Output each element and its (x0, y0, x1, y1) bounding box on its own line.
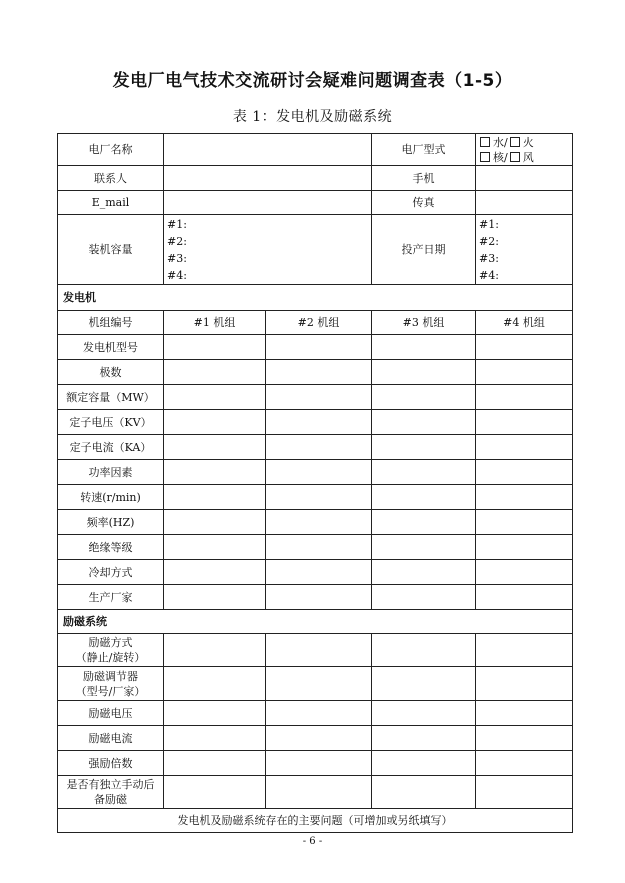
generator-row-label: 绝缘等级 (58, 535, 164, 560)
generator-unit-4-cell[interactable] (476, 535, 573, 560)
excitation-unit-4-cell[interactable] (476, 776, 573, 809)
phone-field[interactable] (476, 166, 573, 191)
excitation-unit-3-cell[interactable] (372, 701, 476, 726)
unit-1-header: #1 机组 (164, 311, 266, 335)
excitation-row (58, 701, 573, 726)
thermal-checkbox[interactable] (510, 137, 520, 147)
generator-unit-1-cell[interactable] (164, 435, 266, 460)
unit-4-header: #4 机组 (476, 311, 573, 335)
generator-unit-1-cell[interactable] (164, 535, 266, 560)
generator-unit-4-cell[interactable] (476, 335, 573, 360)
unit-3-header: #3 机组 (372, 311, 476, 335)
generator-row (58, 335, 573, 360)
excitation-unit-2-cell[interactable] (266, 634, 372, 667)
contact-label: 联系人 (58, 166, 164, 191)
excitation-unit-2-cell[interactable] (266, 726, 372, 751)
generator-row (58, 485, 573, 510)
generator-unit-1-cell[interactable] (164, 585, 266, 610)
generator-unit-3-cell[interactable] (372, 585, 476, 610)
generator-row (58, 510, 573, 535)
excitation-unit-3-cell[interactable] (372, 726, 476, 751)
generator-row (58, 410, 573, 435)
generator-unit-4-cell[interactable] (476, 585, 573, 610)
generator-unit-4-cell[interactable] (476, 360, 573, 385)
generator-unit-1-cell[interactable] (164, 460, 266, 485)
excitation-row-label: 励磁电压 (58, 701, 164, 726)
excitation-unit-3-cell[interactable] (372, 634, 476, 667)
unit-number-label: 机组编号 (58, 311, 164, 335)
generator-row-label: 定子电流（KA） (58, 435, 164, 460)
generator-unit-4-cell[interactable] (476, 460, 573, 485)
generator-unit-2-cell[interactable] (266, 360, 372, 385)
capacity-field[interactable]: #1: #2: #3: #4: (164, 215, 372, 285)
excitation-unit-1-cell[interactable] (164, 634, 266, 667)
generator-unit-2-cell[interactable] (266, 585, 372, 610)
generator-unit-2-cell[interactable] (266, 410, 372, 435)
generator-row-label: 生产厂家 (58, 585, 164, 610)
generator-unit-1-cell[interactable] (164, 485, 266, 510)
excitation-row (58, 667, 573, 701)
generator-row-label: 额定容量（MW） (58, 385, 164, 410)
generator-unit-1-cell[interactable] (164, 360, 266, 385)
email-field[interactable] (164, 191, 372, 215)
commissioning-date-field[interactable]: #1: #2: #3: #4: (476, 215, 573, 285)
hydro-checkbox[interactable] (480, 137, 490, 147)
generator-row-label: 极数 (58, 360, 164, 385)
excitation-unit-3-cell[interactable] (372, 667, 476, 701)
capacity-label: 装机容量 (58, 215, 164, 285)
generator-unit-4-cell[interactable] (476, 410, 573, 435)
generator-unit-4-cell[interactable] (476, 485, 573, 510)
generator-unit-2-cell[interactable] (266, 485, 372, 510)
excitation-unit-2-cell[interactable] (266, 667, 372, 701)
generator-unit-3-cell[interactable] (372, 385, 476, 410)
excitation-unit-4-cell[interactable] (476, 701, 573, 726)
nuclear-checkbox[interactable] (480, 152, 490, 162)
excitation-unit-1-cell[interactable] (164, 667, 266, 701)
survey-form-table (57, 133, 573, 833)
excitation-unit-4-cell[interactable] (476, 667, 573, 701)
generator-row (58, 435, 573, 460)
phone-label: 手机 (372, 166, 476, 191)
excitation-unit-2-cell[interactable] (266, 751, 372, 776)
excitation-row-label: 是否有独立手动后 备励磁 (58, 776, 164, 809)
generator-unit-2-cell[interactable] (266, 560, 372, 585)
wind-checkbox[interactable] (510, 152, 520, 162)
excitation-unit-1-cell[interactable] (164, 751, 266, 776)
generator-unit-3-cell[interactable] (372, 510, 476, 535)
generator-row (58, 385, 573, 410)
excitation-row (58, 776, 573, 809)
page-number: - 6 - (302, 836, 323, 847)
generator-unit-1-cell[interactable] (164, 560, 266, 585)
excitation-unit-3-cell[interactable] (372, 776, 476, 809)
generator-row (58, 460, 573, 485)
excitation-row-label: 励磁调节器 （型号/厂家） (58, 667, 164, 701)
excitation-unit-1-cell[interactable] (164, 701, 266, 726)
generator-unit-2-cell[interactable] (266, 460, 372, 485)
excitation-unit-2-cell[interactable] (266, 776, 372, 809)
excitation-row-label: 励磁方式 （静止/旋转） (58, 634, 164, 667)
generator-unit-3-cell[interactable] (372, 460, 476, 485)
commissioning-date-label: 投产日期 (372, 215, 476, 285)
generator-unit-2-cell[interactable] (266, 335, 372, 360)
generator-row (58, 535, 573, 560)
generator-section-heading: 发电机 (58, 285, 573, 311)
contact-field[interactable] (164, 166, 372, 191)
fax-label: 传真 (372, 191, 476, 215)
generator-row-label: 发电机型号 (58, 335, 164, 360)
generator-unit-3-cell[interactable] (372, 560, 476, 585)
excitation-unit-1-cell[interactable] (164, 726, 266, 751)
generator-unit-2-cell[interactable] (266, 535, 372, 560)
unit-2-header: #2 机组 (266, 311, 372, 335)
excitation-unit-4-cell[interactable] (476, 751, 573, 776)
generator-unit-1-cell[interactable] (164, 385, 266, 410)
excitation-row-label: 强励倍数 (58, 751, 164, 776)
plant-type-options: 水/ 火 核/ 风 (476, 134, 573, 166)
generator-row (58, 585, 573, 610)
generator-unit-2-cell[interactable] (266, 385, 372, 410)
generator-row-label: 频率(HZ) (58, 510, 164, 535)
excitation-row (58, 751, 573, 776)
generator-row-label: 功率因素 (58, 460, 164, 485)
generator-row-label: 冷却方式 (58, 560, 164, 585)
generator-unit-1-cell[interactable] (164, 335, 266, 360)
excitation-unit-4-cell[interactable] (476, 634, 573, 667)
generator-unit-3-cell[interactable] (372, 335, 476, 360)
generator-row (58, 360, 573, 385)
excitation-row-label: 励磁电流 (58, 726, 164, 751)
excitation-row (58, 726, 573, 751)
email-label: E_mail (58, 191, 164, 215)
excitation-unit-1-cell[interactable] (164, 776, 266, 809)
generator-row (58, 560, 573, 585)
generator-unit-1-cell[interactable] (164, 410, 266, 435)
generator-unit-3-cell[interactable] (372, 435, 476, 460)
generator-unit-4-cell[interactable] (476, 560, 573, 585)
generator-unit-3-cell[interactable] (372, 410, 476, 435)
generator-unit-3-cell[interactable] (372, 360, 476, 385)
generator-unit-4-cell[interactable] (476, 385, 573, 410)
document-title: 发电厂电气技术交流研讨会疑难问题调查表（1-5） (112, 71, 513, 91)
generator-unit-4-cell[interactable] (476, 435, 573, 460)
generator-row-label: 转速(r/min) (58, 485, 164, 510)
excitation-unit-2-cell[interactable] (266, 701, 372, 726)
excitation-row (58, 634, 573, 667)
plant-type-label: 电厂型式 (372, 134, 476, 166)
plant-name-label: 电厂名称 (58, 134, 164, 166)
fax-field[interactable] (476, 191, 573, 215)
excitation-unit-3-cell[interactable] (372, 751, 476, 776)
generator-unit-3-cell[interactable] (372, 485, 476, 510)
excitation-section-heading: 励磁系统 (58, 610, 573, 634)
generator-unit-3-cell[interactable] (372, 535, 476, 560)
generator-unit-4-cell[interactable] (476, 510, 573, 535)
generator-unit-2-cell[interactable] (266, 435, 372, 460)
generator-row-label: 定子电压（KV） (58, 410, 164, 435)
excitation-unit-4-cell[interactable] (476, 726, 573, 751)
generator-unit-2-cell[interactable] (266, 510, 372, 535)
issues-footer-label: 发电机及励磁系统存在的主要问题（可增加或另纸填写） (58, 809, 573, 833)
plant-name-field[interactable] (164, 134, 372, 166)
table-caption: 表 1：发电机及励磁系统 (232, 109, 393, 125)
generator-unit-1-cell[interactable] (164, 510, 266, 535)
